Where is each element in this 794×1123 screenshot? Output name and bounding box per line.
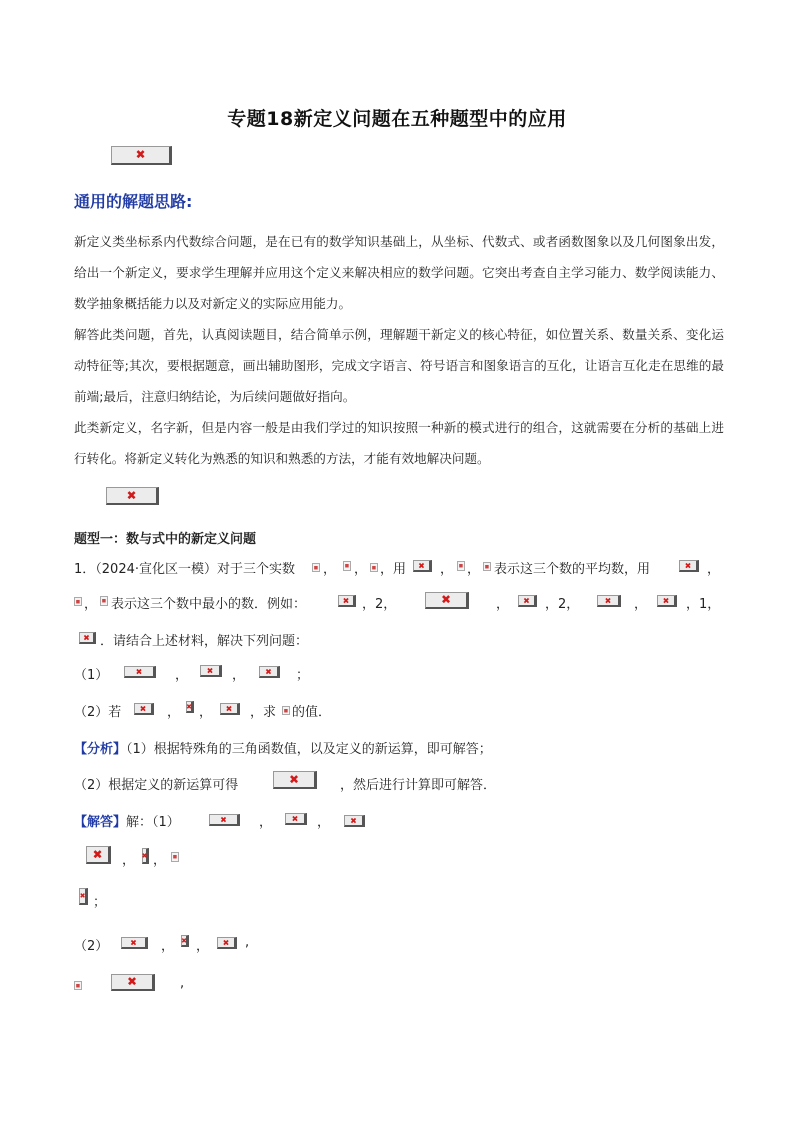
formula-image-icon xyxy=(134,703,154,715)
formula-image-icon xyxy=(343,561,351,571)
problem-comma: ， xyxy=(440,562,454,577)
formula-image-icon xyxy=(312,563,320,572)
problem-comma: ， xyxy=(496,597,510,612)
solution-text-1: 解：（1） xyxy=(126,815,180,830)
problem-line1-mid: ，用 xyxy=(380,562,407,577)
paragraph-3: 此类新定义，名字新，但是内容一般是由我们学过的知识按照一种新的模式进行的组合，这就需要在分析的基础上进行转化。将新定义转化为熟悉的知识和熟悉的方法，才能有效地解决问题。 xyxy=(74,420,724,466)
paragraph-2: 解答此类问题，首先，认真阅读题目，结合简单示例，理解题干新定义的核心特征，如位置关系、数量关系、变化运动特征等;其次，要根据题意，画出辅助图形，完成文字语言、符号语言和图象语言的互化，让语言互化走在思维的最前端;最后，注意归纳结论，为后续问题做好指向。 xyxy=(74,327,724,404)
problem-comma: ， xyxy=(317,815,331,830)
section-heading: 通用的解题思路: xyxy=(74,192,193,211)
formula-image-icon xyxy=(457,561,465,571)
question-2-tail: ，求 xyxy=(250,705,277,720)
problem-comma: ， xyxy=(167,705,181,720)
formula-image-icon xyxy=(425,592,469,609)
paragraph-1: 新定义类坐标系内代数综合问题，是在已有的数学知识基础上，从坐标、代数式、或者函数图象以及几何图象出发，给出一个新定义，要求学生理解并应用这个定义来解决相应的数学问题。它突出考查自主学习能力、数学阅读能力、数学抽象概括能力以及对新定义的实际应用能力。 xyxy=(74,234,724,311)
problem-line2-a: 表示这三个数中最小的数．例如： xyxy=(111,597,307,612)
formula-image-icon xyxy=(483,562,491,571)
problem-comma: ， xyxy=(354,562,368,577)
formula-image-icon xyxy=(338,595,356,607)
formula-image-icon xyxy=(285,813,307,825)
analysis-text-2b: ，然后进行计算即可解答． xyxy=(340,778,497,793)
problem-line1-start: 1．（2024·宣化区一模）对于三个实数 xyxy=(74,562,295,577)
problem-comma: ， xyxy=(467,562,481,577)
type1-heading: 题型一：数与式中的新定义问题 xyxy=(74,532,257,547)
formula-image-icon xyxy=(209,814,240,826)
formula-image-icon xyxy=(217,937,237,949)
problem-comma: ， xyxy=(232,668,246,683)
formula-image-icon xyxy=(370,563,378,572)
solution-label: 【解答】 xyxy=(74,815,127,830)
question-2-end: 的值． xyxy=(292,705,332,720)
formula-image-icon xyxy=(142,848,149,864)
question-2-label: （2）若 xyxy=(74,705,122,720)
formula-image-icon xyxy=(74,597,82,606)
formula-image-icon xyxy=(518,595,537,607)
broken-image-icon xyxy=(111,146,172,165)
problem-comma: ， xyxy=(122,853,136,868)
formula-image-icon xyxy=(79,632,96,644)
question-1-label: （1） xyxy=(74,668,109,683)
formula-image-icon xyxy=(679,560,699,572)
formula-image-icon xyxy=(282,706,290,715)
problem-line2-b: ，2， xyxy=(545,597,580,612)
problem-comma: ， xyxy=(161,939,175,954)
problem-comma: ， xyxy=(634,597,648,612)
problem-line2-c: ，1， xyxy=(686,597,721,612)
formula-image-icon xyxy=(273,771,317,789)
formula-image-icon xyxy=(186,701,194,713)
formula-image-icon xyxy=(413,560,432,572)
problem-comma: ， xyxy=(323,562,337,577)
problem-semicolon: ； xyxy=(296,668,310,683)
problem-comma: ， xyxy=(707,562,721,577)
problem-comma: , xyxy=(180,976,185,991)
formula-image-icon xyxy=(121,937,148,949)
analysis-line-1 xyxy=(74,738,492,757)
problem-comma: ， xyxy=(196,939,210,954)
problem-line1-tail: 表示这三个数的平均数，用 xyxy=(494,562,651,577)
formula-image-icon xyxy=(74,981,82,990)
problem-comma: ， xyxy=(259,815,273,830)
formula-image-icon xyxy=(79,888,88,905)
formula-image-icon xyxy=(111,974,155,991)
formula-image-icon xyxy=(259,666,280,678)
formula-image-icon xyxy=(124,666,156,678)
formula-image-icon xyxy=(657,595,677,607)
problem-comma: ， xyxy=(84,597,98,612)
problem-line3: ．请结合上述材料，解决下列问题： xyxy=(100,634,309,649)
formula-image-icon xyxy=(100,596,108,606)
analysis-text-1: （1）根据特殊角的三角函数值，以及定义的新运算，即可解答； xyxy=(126,742,492,757)
problem-comma: , xyxy=(245,935,250,950)
solution-line-1 xyxy=(74,811,180,830)
page-title: 专题18新定义问题在五种题型中的应用 xyxy=(227,108,567,130)
solution-q2-label: （2） xyxy=(74,939,109,954)
formula-image-icon xyxy=(597,595,621,607)
formula-image-icon xyxy=(86,846,111,864)
problem-comma: ， xyxy=(199,705,213,720)
problem-comma: ， xyxy=(175,668,189,683)
formula-image-icon xyxy=(181,935,189,947)
problem-comma: ， xyxy=(153,853,167,868)
formula-image-icon xyxy=(200,665,222,677)
analysis-text-2a: （2）根据定义的新运算可得 xyxy=(74,778,239,793)
formula-image-icon xyxy=(171,852,179,862)
formula-image-icon xyxy=(220,703,240,715)
analysis-label: 【分析】 xyxy=(74,742,127,757)
problem-line2-b: ，2， xyxy=(362,597,397,612)
formula-image-icon xyxy=(344,815,365,827)
broken-image-icon xyxy=(106,487,159,505)
problem-semicolon: ； xyxy=(93,895,107,910)
